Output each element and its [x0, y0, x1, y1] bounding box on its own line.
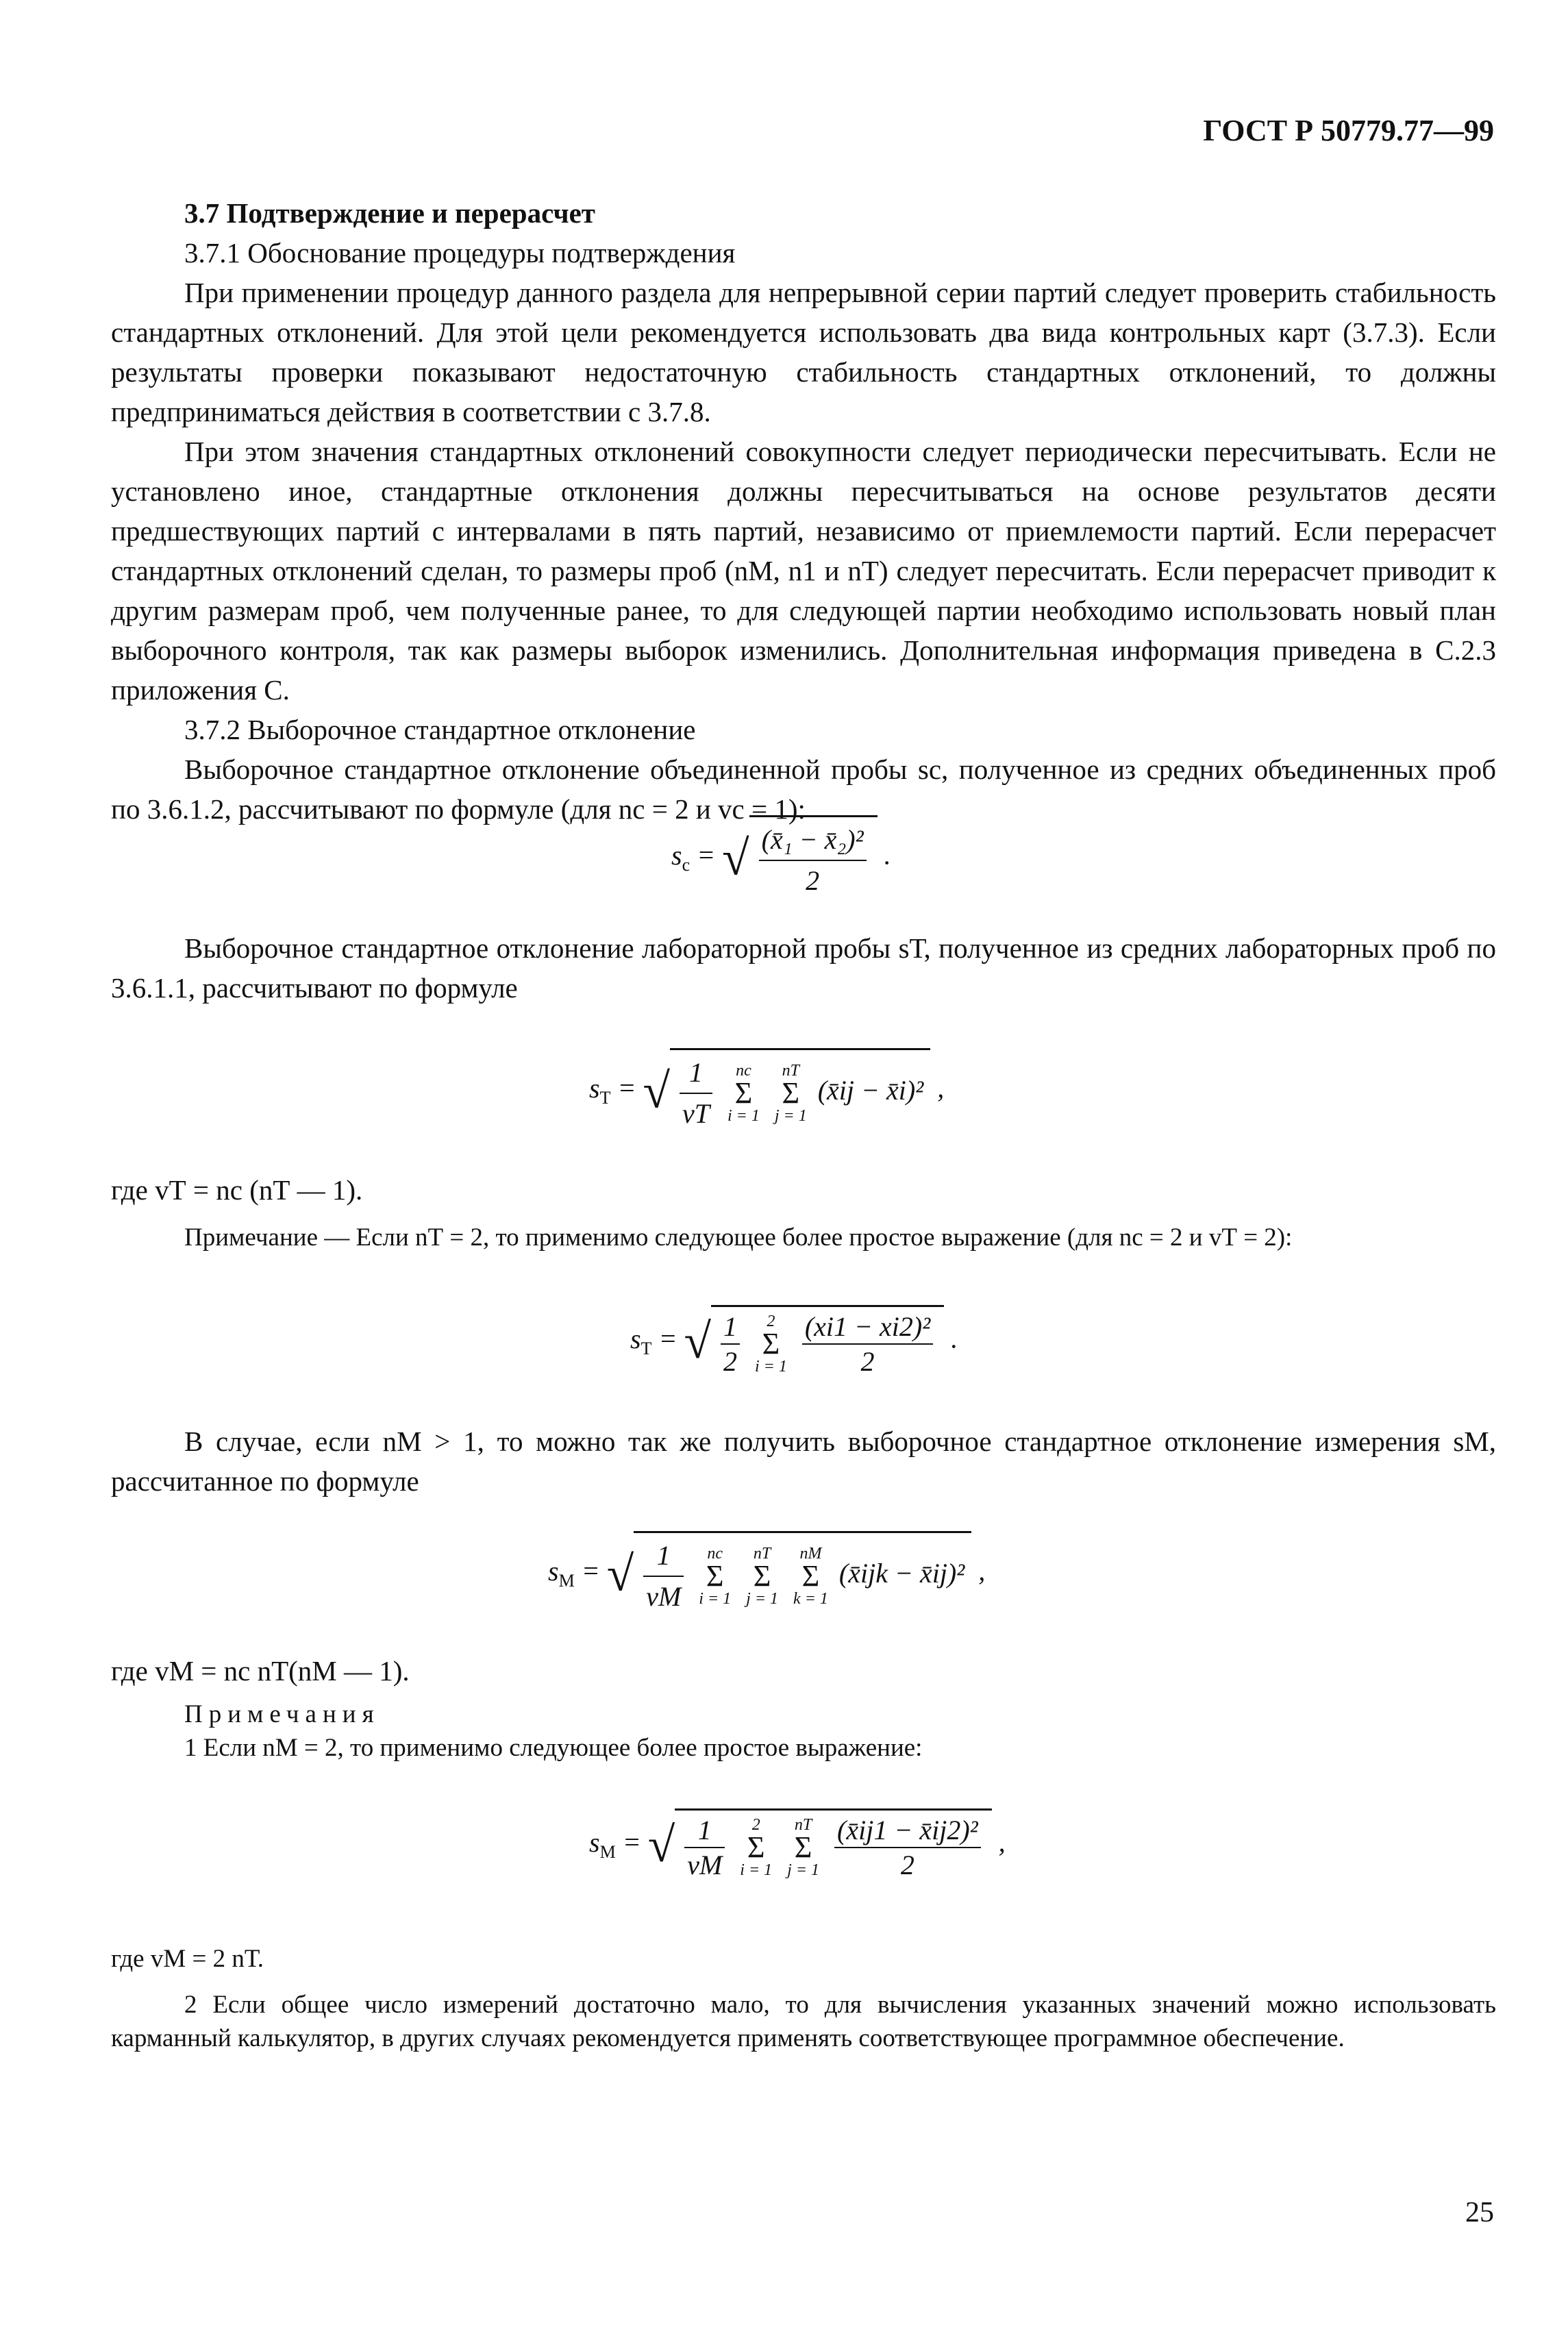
sum-icon: nc Σ i = 1 [699, 1545, 732, 1608]
paragraph-4-block [111, 928, 1496, 1008]
note-2: 1 Если nМ = 2, то применимо следующее более простое выражение: [184, 1734, 923, 1762]
note-3: 2 Если общее число измерений достаточно мало, то для вычисления указанных значений можно использовать карманный калькулятор, в других случаях рекомендуется применять соответствующее программное обеспечение. [111, 1991, 1496, 2052]
tail-notes-block [111, 1942, 1496, 2055]
document-code: ГОСТ Р 50779.77—99 [1203, 114, 1494, 147]
paragraph-3: Выборочное стандартное отклонение объединенной пробы sс, полученное из средних объединенных проб по 3.6.1.2, рассчитывают по формуле (для nс = 2 и vс = 1): [111, 754, 1496, 825]
formula-sc-fraction: $\frac{\text{(x̄₁ − x̄₂)²}}{2}$ [759, 820, 867, 901]
formula-st-simple: $s_Т$ = √ $\frac{1}{2}$ 2 Σ i = 1 $\frac{\text{(xi1 − xi2)²}}{2}$ . [630, 1305, 958, 1378]
where-1-block [111, 1170, 1496, 1210]
sum-icon: 2 Σ i = 1 [754, 1313, 787, 1376]
note-1-block [111, 1221, 1496, 1254]
section-title: 3.7 Подтверждение и перерасчет [184, 197, 595, 229]
formula-st: $s_Т$ = √ $\frac{1}{vТ}$ nc Σ i = 1 nТ Σ j = 1 (x̄ij − x̄i)² , [589, 1048, 944, 1134]
paragraph-2: При этом значения стандартных отклонений совокупности следует периодически пересчитывать. Если не установлено иное, стандартные отклонения должны пересчитываться на основе результатов десяти предшествующих партий с интервалами в пять партий, независимо от приемлемости партий. Если перерасчет стандартных отклонений сделан, то размеры проб (nМ, n1 и nТ) следует пересчитать. Если перерасчет приводит к другим размерам проб, чем полученные ранее, то для следующей партии необходимо использовать новый план выборочного контроля, так как размеры выборок изменились. Дополнительная информация приведена в С.2.3 приложения С. [111, 436, 1496, 706]
sqrt-icon: √ [647, 1817, 675, 1872]
subsection-title-2: 3.7.2 Выборочное стандартное отклонение [184, 714, 696, 745]
sum-icon: nc Σ i = 1 [727, 1062, 760, 1125]
formula-sc: $s_c$ = √ $\frac{\text{(x̄₁ − x̄₂)²}}{2}$ . [671, 815, 891, 901]
where-2: где vМ = nс nТ(nМ — 1). [111, 1655, 410, 1687]
sum-icon: nМ Σ k = 1 [793, 1545, 828, 1608]
where-3: где vМ = 2 nТ. [111, 1945, 264, 1973]
sum-icon: nТ Σ j = 1 [787, 1816, 820, 1879]
where-1: где vТ = nс (nТ — 1). [111, 1174, 363, 1206]
paragraph-4: Выборочное стандартное отклонение лабораторной пробы sТ, полученное из средних лабораторных проб по 3.6.1.1, рассчитывают по формуле [111, 932, 1496, 1004]
formula-sm: $s_М$ = √ $\frac{1}{vМ}$ nc Σ i = 1 nТ Σ j = 1 nМ Σ k = 1 (x̄ijk − x̄ij)² , [548, 1531, 985, 1617]
subsection-title-1: 3.7.1 Обоснование процедуры подтверждения [184, 237, 736, 269]
paragraph-5-block [111, 1421, 1496, 1501]
sqrt-icon: √ [606, 1546, 634, 1602]
note-1: Примечание — Если nТ = 2, то применимо следующее более простое выражение (для nс = 2 и vТ = 2): [184, 1223, 1293, 1252]
sqrt-icon: √ [643, 1063, 670, 1119]
sum-icon: nТ Σ j = 1 [746, 1545, 779, 1608]
formula-sc-lhs: $s_c$ [671, 839, 690, 875]
paragraph-5: В случае, если nМ > 1, то можно так же получить выборочное стандартное отклонение измерения sМ, рассчитанное по формуле [111, 1426, 1496, 1497]
sqrt-icon: √ [684, 1314, 711, 1369]
sum-icon: 2 Σ i = 1 [740, 1816, 773, 1879]
sum-icon: nТ Σ j = 1 [774, 1062, 807, 1125]
sqrt-icon: √ [722, 830, 749, 886]
notes-heading: Примечания [184, 1700, 380, 1728]
section-header-block [111, 193, 1496, 829]
where-2-block [111, 1651, 1496, 1691]
formula-st-lhs: $s_Т$ [589, 1072, 611, 1108]
page-number: 25 [1465, 2197, 1494, 2228]
formula-sm-simple: $s_М$ = √ $\frac{1}{vМ}$ 2 Σ i = 1 nТ Σ j = 1 $\frac{\text{(x̄ij1 − x̄ij2)²}}{2}$ , [589, 1808, 1006, 1882]
paragraph-1: При применении процедур данного раздела для непрерывной серии партий следует проверить стабильность стандартных отклонений. Для этой цели рекомендуется использовать два вида контрольных карт (3.7.3). Если результаты проверки показывают недостаточную стабильность стандартных отклонений, то должны предприниматься действия в соответствии с 3.7.8. [111, 277, 1496, 427]
notes-block [111, 1697, 1496, 1765]
